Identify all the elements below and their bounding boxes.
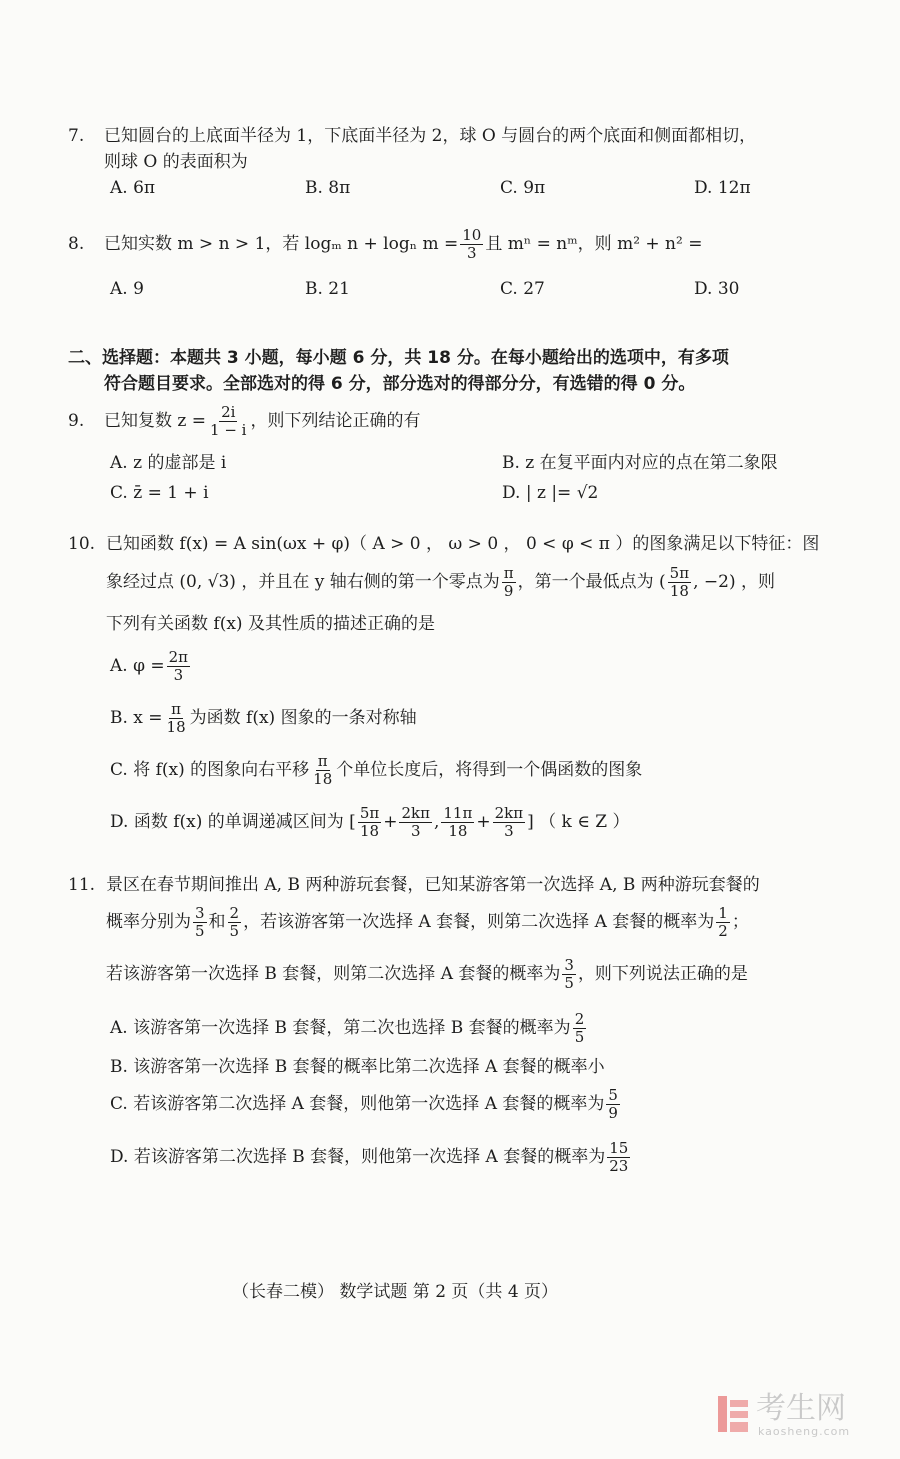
q10-option-d-frac3: $\frac{11\pi}{18}$ bbox=[443, 803, 473, 840]
q11-stem-line2 bbox=[106, 900, 749, 944]
q7-stem-line1: 已知圆台的上底面半径为 1，下底面半径为 2，球 O 与圆台的两个底面和侧面都相切， bbox=[104, 126, 757, 146]
q10-option-b bbox=[110, 696, 417, 740]
q9-option-b: B. z 在复平面内对应的点在第二象限 bbox=[502, 453, 778, 473]
q9-option-a: A. z 的虚部是 i bbox=[110, 453, 227, 473]
q10-option-d-label: D. 函数 f(x) 的单调递减区间为 [ bbox=[110, 812, 356, 832]
q10-option-d-plus2: + bbox=[476, 812, 491, 832]
watermark-url: kaosheng.com bbox=[758, 1425, 851, 1438]
q11-option-a bbox=[110, 1006, 588, 1050]
q11-line2-b: 和 bbox=[208, 912, 226, 932]
q11-line3-b: ，则下列说法正确的是 bbox=[577, 964, 748, 984]
q10-option-d-frac2: $\frac{2k\pi}{3}$ bbox=[401, 803, 430, 840]
q10-option-a bbox=[110, 644, 192, 688]
q8-fraction: $\frac{10}{3}$ bbox=[462, 225, 482, 262]
q10-option-c bbox=[110, 748, 642, 792]
q10-line2-b: ，第一个最低点为 ( bbox=[517, 572, 666, 592]
q10-stem-line3: 下列有关函数 f(x) 及其性质的描述正确的是 bbox=[106, 614, 435, 634]
q11-stem-line3 bbox=[106, 952, 748, 996]
q10-stem-line2 bbox=[106, 560, 775, 604]
q11-option-d bbox=[110, 1135, 632, 1179]
q10-option-d-frac4: $\frac{2k\pi}{3}$ bbox=[494, 803, 524, 840]
q10-option-d-frac1: $\frac{5\pi}{18}$ bbox=[359, 803, 380, 840]
q10-option-d-comma: , bbox=[433, 812, 440, 832]
q9-stem-a: 已知复数 z = bbox=[104, 411, 207, 431]
q9-fraction: $\frac{2i}{1 - i}$ bbox=[210, 402, 247, 439]
q7-number: 7. bbox=[68, 126, 85, 146]
q10-option-c-frac: $\frac{\pi}{18}$ bbox=[313, 751, 333, 788]
watermark-logo-icon bbox=[716, 1394, 750, 1434]
q7-stem-line2: 则球 O 的表面积为 bbox=[104, 152, 248, 172]
q10-option-d-plus1: + bbox=[383, 812, 398, 832]
q9-number: 9. bbox=[68, 411, 85, 431]
q10-frac-zero: $\frac{\pi}{9}$ bbox=[503, 563, 514, 600]
q10-option-b-text: 为函数 f(x) 图象的一条对称轴 bbox=[189, 708, 417, 728]
q11-line2-d: ； bbox=[731, 912, 749, 932]
q11-option-c-frac: $\frac{5}{9}$ bbox=[608, 1085, 618, 1122]
q11-option-d-text: D. 若该游客第二次选择 B 套餐，则他第一次选择 A 套餐的概率为 bbox=[110, 1147, 606, 1167]
q8-stem-b: 且 mⁿ = nᵐ，则 m² + n² = bbox=[485, 234, 703, 254]
q11-option-b: B. 该游客第一次选择 B 套餐的概率比第二次选择 A 套餐的概率小 bbox=[110, 1057, 605, 1077]
q7-option-b: B. 8π bbox=[305, 178, 351, 198]
q7-option-c: C. 9π bbox=[500, 178, 546, 198]
q10-number: 10. bbox=[68, 534, 96, 554]
q10-option-b-label: B. x = bbox=[110, 708, 163, 728]
q11-frac-a: $\frac{3}{5}$ bbox=[195, 903, 205, 940]
q10-line2-c: , −2) ，则 bbox=[693, 572, 775, 592]
q11-option-c bbox=[110, 1082, 622, 1126]
q8-number: 8. bbox=[68, 234, 85, 254]
q10-option-c-text: 个单位长度后，将得到一个偶函数的图象 bbox=[336, 760, 643, 780]
q11-option-a-text: A. 该游客第一次选择 B 套餐，第二次也选择 B 套餐的概率为 bbox=[110, 1018, 571, 1038]
q11-line3-a: 若该游客第一次选择 B 套餐，则第二次选择 A 套餐的概率为 bbox=[106, 964, 561, 984]
page-footer: （长春二模） 数学试题 第 2 页（共 4 页） bbox=[232, 1282, 559, 1302]
q11-line2-c: ，若该游客第一次选择 A 套餐，则第二次选择 A 套餐的概率为 bbox=[243, 912, 715, 932]
q10-frac-min: $\frac{5\pi}{18}$ bbox=[669, 563, 690, 600]
q8-option-c: C. 27 bbox=[500, 279, 545, 299]
q10-option-a-frac: $\frac{2\pi}{3}$ bbox=[168, 647, 189, 684]
q8-option-d: D. 30 bbox=[694, 279, 740, 299]
q11-option-a-frac: $\frac{2}{5}$ bbox=[574, 1009, 585, 1046]
q10-option-a-label: A. φ = bbox=[110, 656, 165, 676]
q11-option-c-text: C. 若该游客第二次选择 A 套餐，则他第一次选择 A 套餐的概率为 bbox=[110, 1094, 605, 1114]
q9-stem-b: ，则下列结论正确的有 bbox=[250, 411, 421, 431]
q11-stem-line1: 景区在春节期间推出 A, B 两种游玩套餐，已知某游客第一次选择 A, B 两种游玩套餐的 bbox=[106, 875, 760, 895]
q10-option-d-tail: ] （ k ∈ Z ） bbox=[527, 812, 630, 832]
watermark bbox=[716, 1392, 866, 1442]
q9-option-d: D. | z |= √2 bbox=[502, 483, 599, 503]
q11-number: 11. bbox=[68, 875, 96, 895]
q11-frac-half: $\frac{1}{2}$ bbox=[718, 903, 728, 940]
q10-line2-a: 象经过点 (0, √3) ，并且在 y 轴右侧的第一个零点为 bbox=[106, 572, 500, 592]
q10-stem-line1: 已知函数 f(x) = A sin(ωx + φ)（ A > 0 ， ω > 0 ， 0 < φ < π ）的图象满足以下特征：图 bbox=[106, 534, 820, 554]
q7-option-a: A. 6π bbox=[110, 178, 156, 198]
q8-stem-a: 已知实数 m > n > 1，若 logₘ n + logₙ m = bbox=[104, 234, 459, 254]
q9-option-c: C. z̄ = 1 + i bbox=[110, 483, 209, 503]
q8-stem bbox=[68, 224, 702, 264]
q11-option-d-frac: $\frac{15}{23}$ bbox=[609, 1138, 629, 1175]
q11-line2-a: 概率分别为 bbox=[106, 912, 191, 932]
q8-option-b: B. 21 bbox=[305, 279, 350, 299]
q9-stem bbox=[68, 400, 420, 442]
q11-frac-c: $\frac{3}{5}$ bbox=[564, 955, 574, 992]
q10-option-c-label: C. 将 f(x) 的图象向右平移 bbox=[110, 760, 310, 780]
q10-option-d bbox=[110, 800, 629, 844]
section2-heading-line2: 符合题目要求。全部选对的得 6 分，部分选对的得部分分，有选错的得 0 分。 bbox=[104, 374, 696, 394]
section2-heading-line1: 二、选择题：本题共 3 小题，每小题 6 分，共 18 分。在每小题给出的选项中，有多项 bbox=[68, 348, 729, 368]
q8-option-a: A. 9 bbox=[110, 279, 144, 299]
q11-frac-b: $\frac{2}{5}$ bbox=[229, 903, 240, 940]
q7-option-d: D. 12π bbox=[694, 178, 751, 198]
watermark-name: 考生网 bbox=[756, 1391, 846, 1426]
q10-option-b-frac: $\frac{\pi}{18}$ bbox=[166, 699, 186, 736]
